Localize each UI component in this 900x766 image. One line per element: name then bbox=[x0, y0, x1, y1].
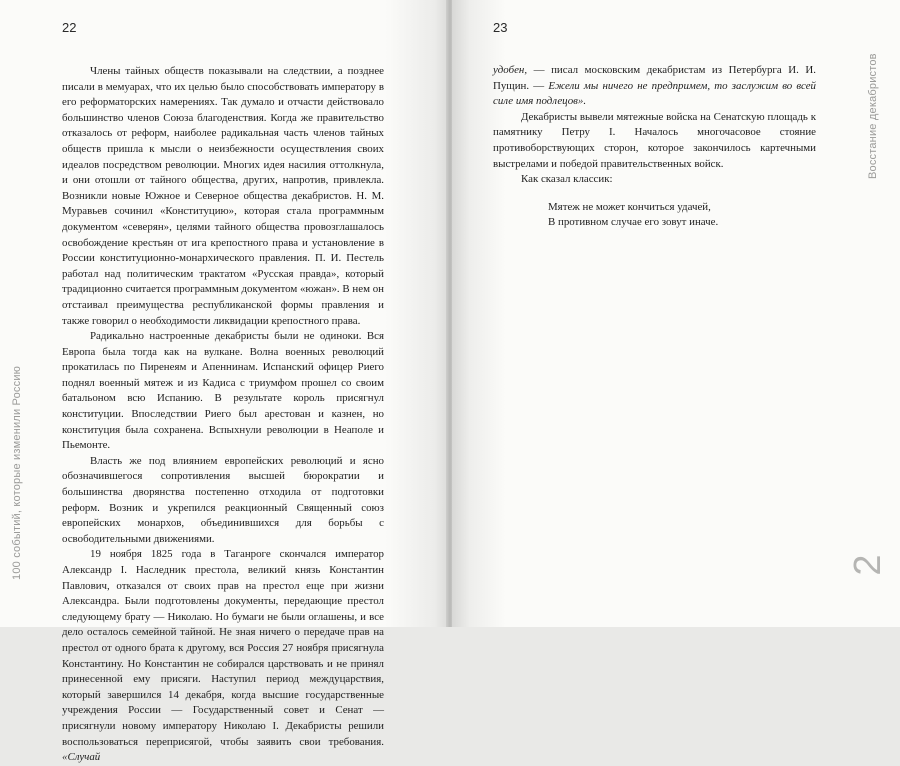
paragraph: Как сказал классик: bbox=[521, 173, 613, 186]
paragraph: Власть же под влиянием европейских революций и ясно обозначившегося сопротивления высшей бюрократии и большинства дворянства постепенно отходила от подготовки реформ. Возник и укрепился реакционный Священный союз европейских монархов, объединившихся для борьбы с освободительными движениями. bbox=[62, 454, 384, 545]
left-page bbox=[0, 0, 448, 764]
paragraph: Декабристы вывели мятежные войска на Сенатскую площадь к памятнику Петру I. Началось многочасовое стояние противоборствующих сторон, которое закончилось картечными выстрелами и победой правительственных войск. bbox=[493, 110, 816, 170]
italic-quote: «Случай bbox=[62, 751, 101, 764]
chapter-number: 2 bbox=[847, 554, 889, 576]
verse-line: В противном случае его зовут иначе. bbox=[548, 216, 719, 229]
italic-quote: Ежели мы ничего не предпримем, то заслужим во всей силе имя подлецов». bbox=[493, 79, 816, 108]
verse-quote bbox=[548, 200, 816, 231]
italic-quote: удобен, bbox=[493, 64, 528, 76]
paragraph bbox=[493, 63, 816, 110]
verse-line: Мятеж не может кончиться удачей, bbox=[548, 200, 711, 213]
paragraph-text: 19 ноября 1825 года в Таганроге скончался император Александр I. Наследник престола, великий князь Константин Павлович, отказался от своих прав на престол еще при жизни Александра. Были подготовлены документы, передающие престол следующему брату — Николаю. Но бумаги не были оглашены, и все дело осталось семейной тайной. Не зная ничего о передаче прав на престол от одного брата к другому, вся Россия 27 ноября присягнула Константину. Но Константин не собирался царствовать и не принял принесенной ему присяги. Наступил период междуцарствия, который завершился 14 декабря, когда высшие государственные учреждения России — Государственный совет и Сенат — присягнули новому императору Николаю I. Декабристы решили воспользоваться переприсягой, чтобы заявить свои требования. bbox=[62, 548, 384, 748]
left-body-text bbox=[62, 64, 384, 766]
paragraph-text: — писал московским декабристам из Петербурга И. И. Пущин. — bbox=[493, 64, 816, 92]
right-body-text bbox=[493, 63, 816, 231]
page-number-right: 23 bbox=[493, 20, 508, 35]
paragraph bbox=[62, 547, 384, 765]
page-number-left: 22 bbox=[62, 20, 77, 35]
right-page bbox=[452, 0, 900, 627]
paragraph: Радикально настроенные декабристы были не одиноки. Вся Европа была тогда как на вулкане. Волна военных революций прокатилась по Пиренеям и Апеннинам. Испанский офицер Риего поднял военный мятеж и из Кадиса с триумфом прошел со своим батальоном всю Испанию. В результате король присягнул конституции. Впоследствии Риего был арестован и казнен, но конституция была сохранена. Вспыхнули революции в Неаполе и Пьемонте. bbox=[62, 330, 384, 452]
paragraph: Члены тайных обществ показывали на следствии, а позднее писали в мемуарах, что их целью было способствовать императору в его реформаторских намерениях. Так думало и отчасти действовало большинство членов Союза благоденствия. Когда же правительство отказалось от реформ, наиболее радикальная часть членов тайных обществ пришла к мысли о неизбежности осуществления своих идеалов посредством революции. Многих идея насилия оттолкнула, и они отошли от тайного общества, других, напротив, привлекла. Возникли новые Южное и Северное общества декабристов. Н. М. Муравьев сочинил «Конституцию», которая стала программным документом «северян», целями тайного общества провозглашалось освобождение крестьян от ига крепостного права и установление в России конституционно-монархического правления. П. И. Пестель работал над политическим трактатом «Русская правда», который традиционно считается программным документом «южан». В нем он отстаивал преимущества республиканской формы правления и также говорил о необходимости ликвидации крепостного права. bbox=[62, 65, 384, 327]
chapter-title-vertical: Восстание декабристов bbox=[867, 53, 879, 179]
book-title-vertical: 100 событий, которые изменили Россию bbox=[11, 365, 23, 580]
